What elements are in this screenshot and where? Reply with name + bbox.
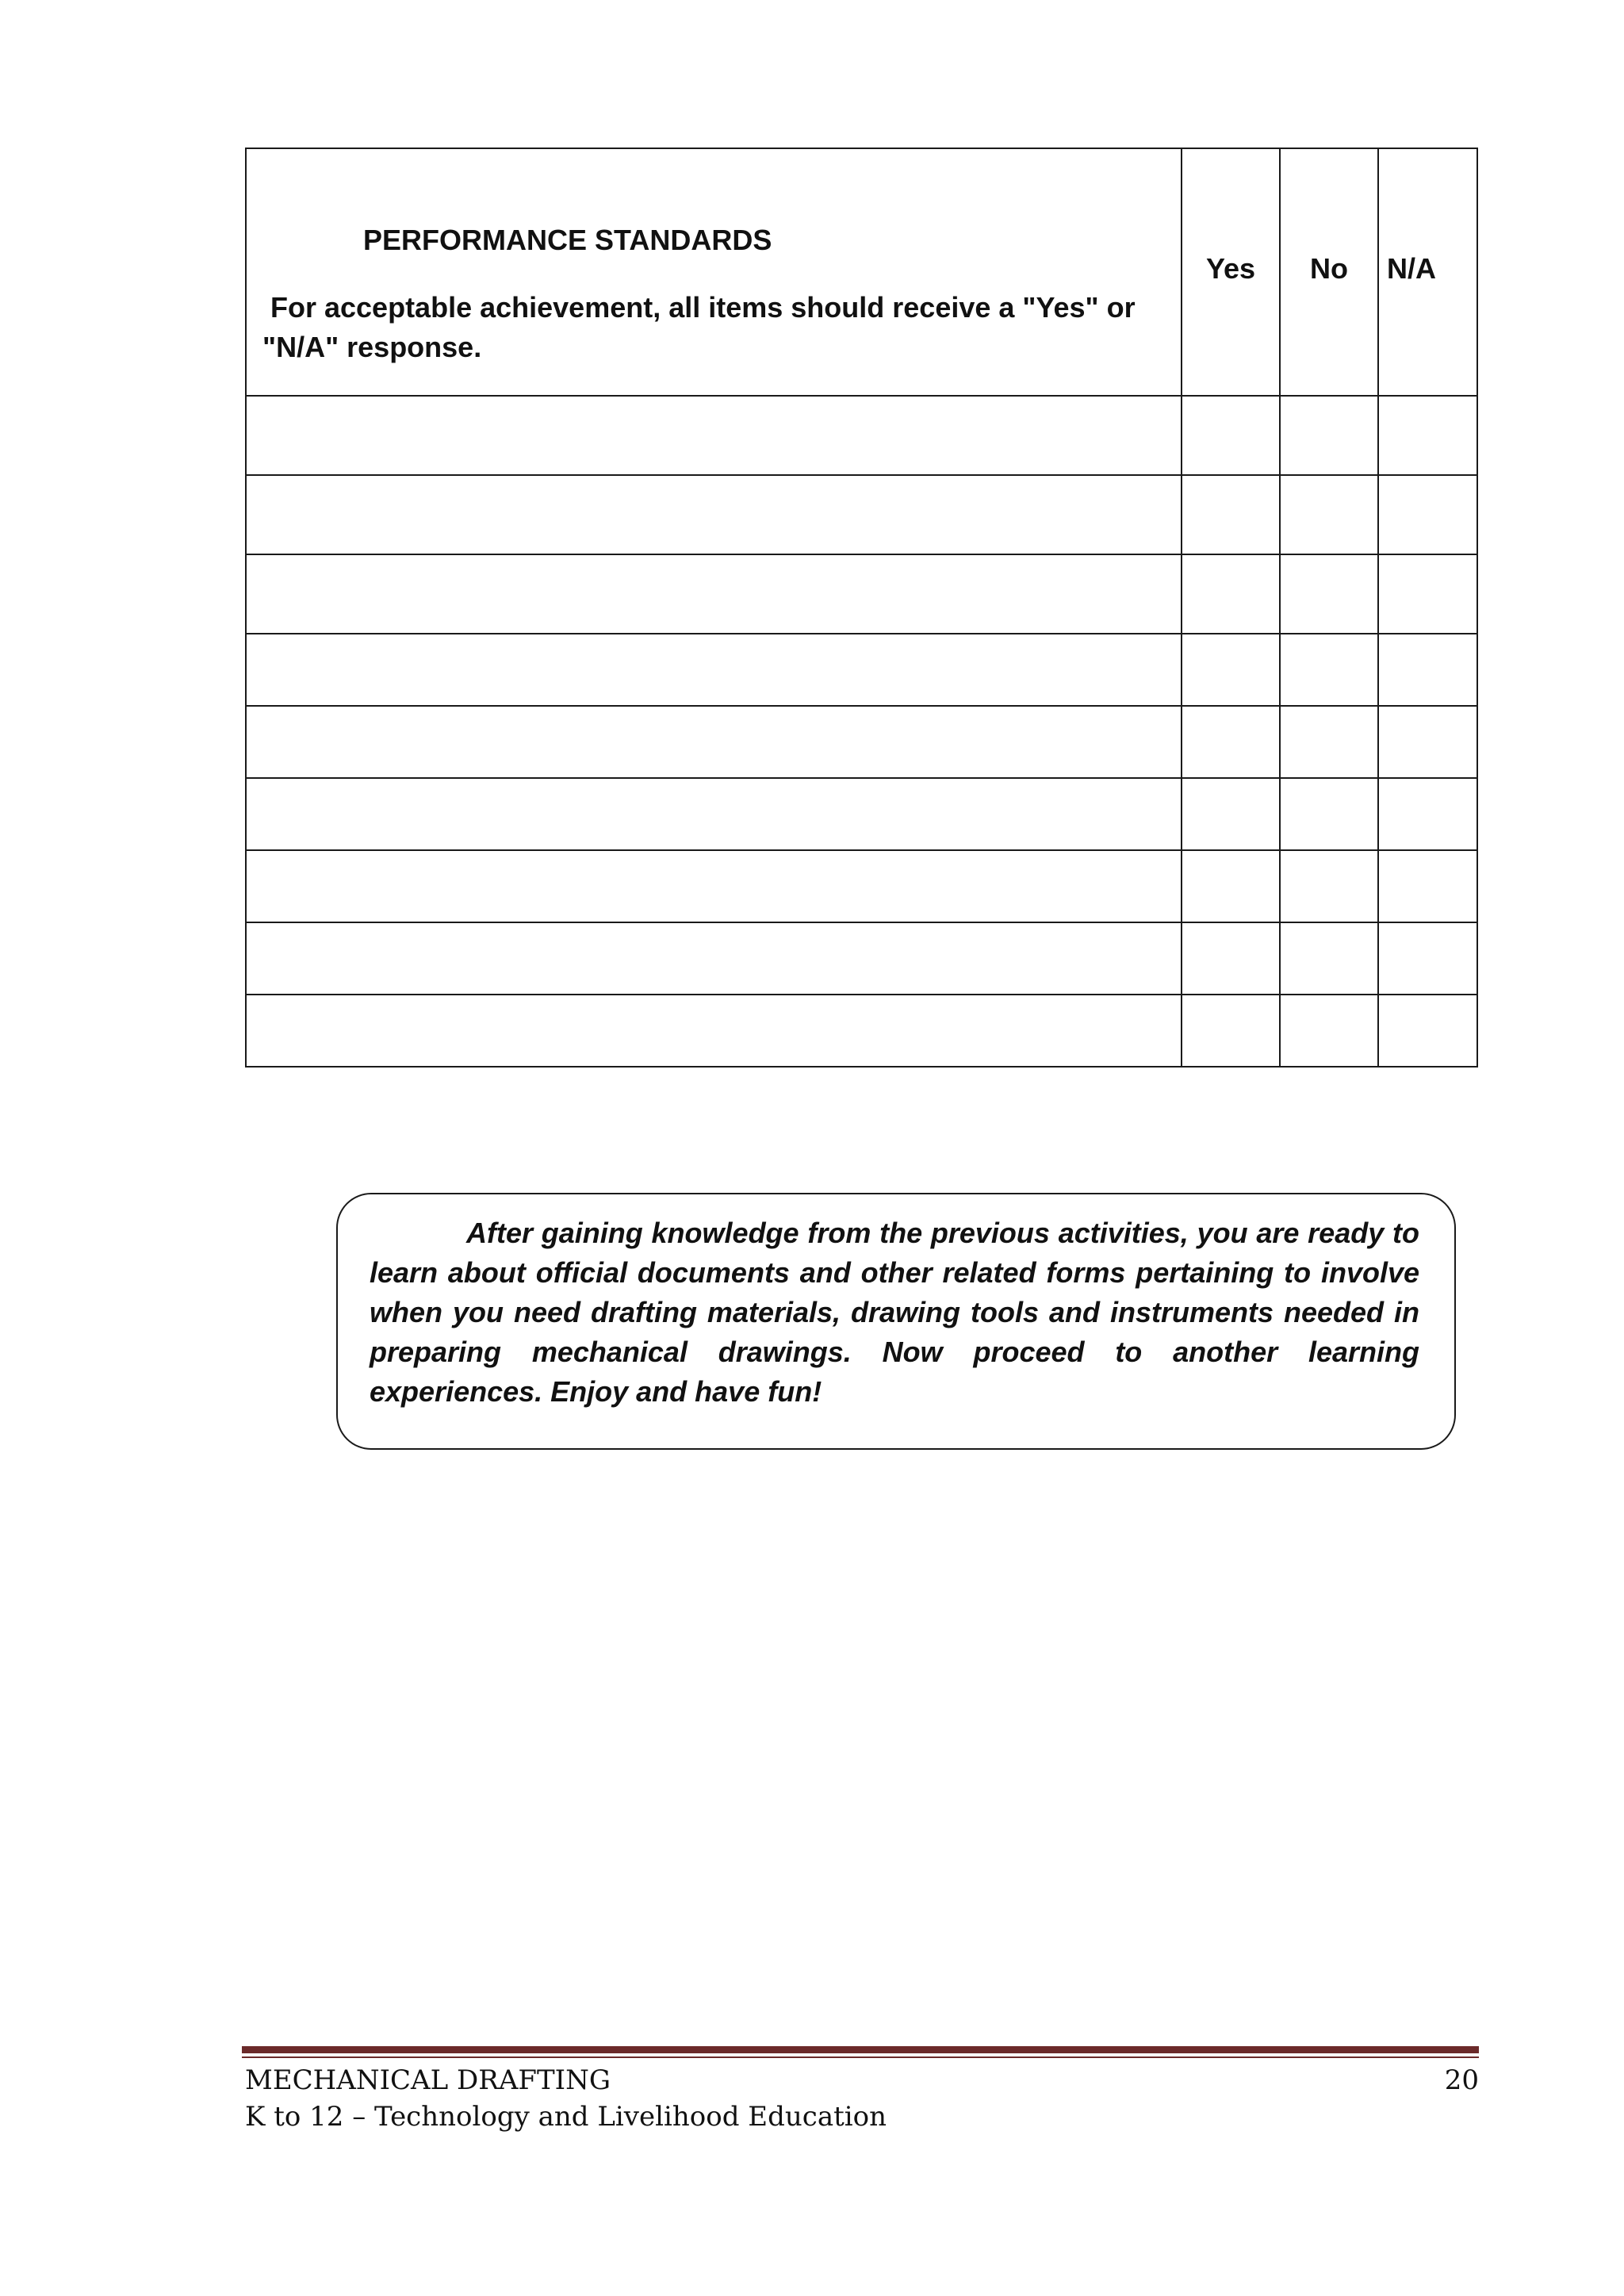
proceed-note-text: After gaining knowledge from the previous activities, you are ready to learn about official documents and other related forms pertaining to involve when you need drafting materials, drawing tools and instruments needed in preparing mechanical drawings. Now proceed to another learning experiences. Enjoy and have fun!	[370, 1217, 1419, 1408]
table-row	[246, 475, 1477, 554]
header-na: N/A	[1378, 148, 1477, 396]
no-cell	[1280, 396, 1378, 475]
na-cell	[1378, 554, 1477, 634]
no-cell	[1280, 554, 1378, 634]
yes-cell	[1182, 995, 1280, 1067]
na-cell	[1378, 850, 1477, 922]
standard-cell	[246, 850, 1182, 922]
no-cell	[1280, 634, 1378, 706]
yes-cell	[1182, 634, 1280, 706]
table-row	[246, 778, 1477, 850]
standard-cell	[246, 995, 1182, 1067]
standard-cell	[246, 634, 1182, 706]
footer-rule-thick	[242, 2046, 1479, 2053]
header-no: No	[1280, 148, 1378, 396]
yes-cell	[1182, 475, 1280, 554]
table-row	[246, 554, 1477, 634]
yes-cell	[1182, 554, 1280, 634]
yes-cell	[1182, 396, 1280, 475]
standards-header-cell	[246, 148, 1182, 396]
standard-cell	[246, 922, 1182, 995]
no-cell	[1280, 706, 1378, 778]
no-cell	[1280, 995, 1378, 1067]
na-cell	[1378, 396, 1477, 475]
na-cell	[1378, 634, 1477, 706]
table-row	[246, 995, 1477, 1067]
performance-standards-table	[245, 148, 1478, 1068]
standard-cell	[246, 475, 1182, 554]
yes-cell	[1182, 778, 1280, 850]
standard-cell	[246, 396, 1182, 475]
na-cell	[1378, 922, 1477, 995]
standard-cell	[246, 554, 1182, 634]
no-cell	[1280, 475, 1378, 554]
standard-cell	[246, 706, 1182, 778]
header-yes: Yes	[1182, 148, 1280, 396]
page-number: 20	[1444, 2064, 1479, 2096]
no-cell	[1280, 922, 1378, 995]
footer-subtitle: K to 12 – Technology and Livelihood Education	[245, 2101, 887, 2133]
footer-title: MECHANICAL DRAFTING	[245, 2064, 611, 2096]
standard-cell	[246, 778, 1182, 850]
table-row	[246, 850, 1477, 922]
na-cell	[1378, 995, 1477, 1067]
footer-rule-thin	[242, 2056, 1479, 2058]
yes-cell	[1182, 850, 1280, 922]
proceed-note-box	[336, 1193, 1456, 1450]
table-row	[246, 922, 1477, 995]
yes-cell	[1182, 706, 1280, 778]
na-cell	[1378, 706, 1477, 778]
table-header-row	[246, 148, 1477, 396]
na-cell	[1378, 778, 1477, 850]
table-row	[246, 706, 1477, 778]
yes-cell	[1182, 922, 1280, 995]
no-cell	[1280, 778, 1378, 850]
no-cell	[1280, 850, 1378, 922]
na-cell	[1378, 475, 1477, 554]
standards-instructions: For acceptable achievement, all items should receive a "Yes" or "N/A" response.	[262, 291, 1136, 363]
table-row	[246, 396, 1477, 475]
standards-title: PERFORMANCE STANDARDS	[363, 224, 772, 256]
table-row	[246, 634, 1477, 706]
